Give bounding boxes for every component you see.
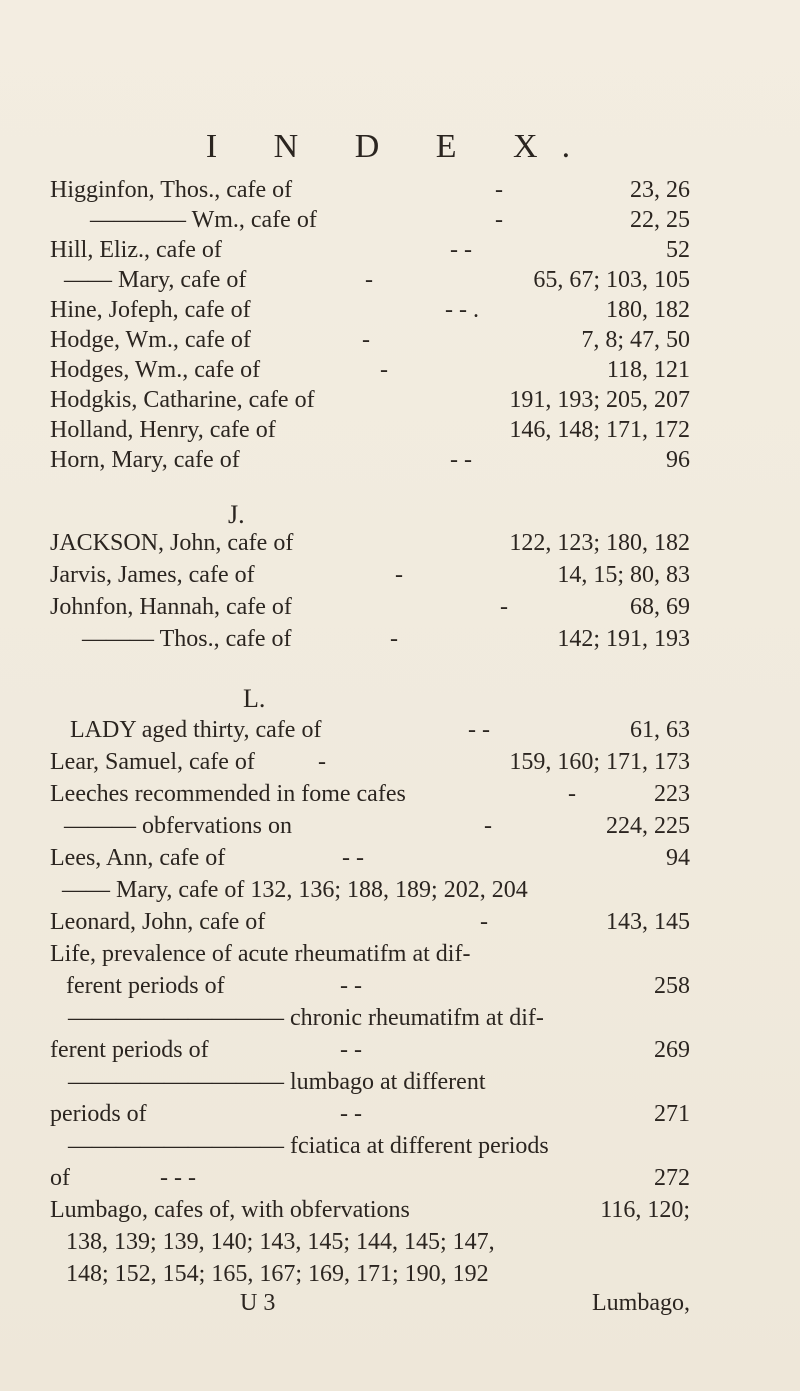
entry-leader: - - .	[445, 297, 479, 323]
index-entry	[50, 325, 690, 355]
entry-name: Hodgkis, Catharine, cafe of	[50, 387, 315, 413]
index-entry	[50, 1099, 690, 1129]
entry-pages: 269	[654, 1037, 690, 1063]
entry-pages: 224, 225	[606, 813, 690, 839]
index-entry	[50, 875, 690, 905]
index-entry	[50, 971, 690, 1001]
entry-name: ——— obfervations on	[64, 813, 292, 839]
index-entry	[50, 175, 690, 205]
entry-leader: -	[480, 909, 488, 935]
entry-name: Horn, Mary, cafe of	[50, 447, 240, 473]
entry-leader: - -	[468, 717, 490, 743]
entry-leader: -	[318, 749, 326, 775]
entry-pages: 143, 145	[606, 909, 690, 935]
entry-name: Lumbago, cafes of, with obfervations	[50, 1197, 410, 1223]
index-entry	[50, 1131, 690, 1161]
index-entry	[50, 445, 690, 475]
entry-pages: 68, 69	[630, 594, 690, 620]
entry-name: —— Mary, cafe of 132, 136; 188, 189; 202, 204	[62, 877, 528, 903]
entry-leader: - -	[340, 1037, 362, 1063]
index-entry	[50, 843, 690, 873]
entry-pages: 65, 67; 103, 105	[533, 267, 690, 293]
section-letter-j: J.	[228, 500, 245, 529]
index-entry	[50, 715, 690, 745]
entry-name: periods of	[50, 1101, 147, 1127]
entry-name: 148; 152, 154; 165, 167; 169, 171; 190, 192	[66, 1261, 489, 1287]
entry-name: LADY aged thirty, cafe of	[70, 717, 322, 743]
entry-leader: - -	[450, 237, 472, 263]
entry-name: JACKSON, John, cafe of	[50, 530, 294, 556]
entry-name: of	[50, 1165, 70, 1191]
entry-pages: 258	[654, 973, 690, 999]
entry-pages: 142; 191, 193	[557, 626, 690, 652]
index-entry	[50, 528, 690, 558]
entry-name: Lees, Ann, cafe of	[50, 845, 226, 871]
entry-pages: 191, 193; 205, 207	[509, 387, 690, 413]
entry-leader: - - -	[160, 1165, 196, 1191]
entry-pages: 118, 121	[606, 357, 690, 383]
entry-leader: -	[365, 267, 373, 293]
index-entry	[50, 235, 690, 265]
entry-leader: -	[495, 207, 503, 233]
index-entry	[50, 205, 690, 235]
index-entry	[50, 1163, 690, 1193]
index-entry	[50, 415, 690, 445]
entry-pages: 14, 15; 80, 83	[557, 562, 690, 588]
index-entry	[50, 265, 690, 295]
signature-mark: U 3	[240, 1290, 276, 1316]
index-entry	[50, 1067, 690, 1097]
entry-name: Holland, Henry, cafe of	[50, 417, 276, 443]
entry-name: ferent periods of	[50, 1037, 209, 1063]
index-entry	[50, 1227, 690, 1257]
entry-pages: 180, 182	[606, 297, 690, 323]
entry-name: Johnfon, Hannah, cafe of	[50, 594, 292, 620]
entry-name: 138, 139; 139, 140; 143, 145; 144, 145; 147,	[66, 1229, 495, 1255]
entry-leader: - -	[342, 845, 364, 871]
entry-pages: 272	[654, 1165, 690, 1191]
entry-name: Hine, Jofeph, cafe of	[50, 297, 251, 323]
entry-pages: 122, 123; 180, 182	[509, 530, 690, 556]
entry-leader: -	[495, 177, 503, 203]
entry-pages: 271	[654, 1101, 690, 1127]
index-entry	[50, 355, 690, 385]
index-entry	[50, 907, 690, 937]
entry-pages: 7, 8; 47, 50	[581, 327, 690, 353]
entry-name: ————————— fciatica at different periods	[68, 1133, 549, 1159]
entry-leader: -	[395, 562, 403, 588]
entry-leader: - -	[340, 1101, 362, 1127]
index-entry	[50, 939, 690, 969]
entry-name: Higginfon, Thos., cafe of	[50, 177, 293, 203]
entry-leader: -	[568, 781, 576, 807]
index-entry	[50, 811, 690, 841]
entry-name: Hodges, Wm., cafe of	[50, 357, 261, 383]
index-entry	[50, 1003, 690, 1033]
page-heading: I N D E X.	[205, 128, 595, 165]
entry-leader: -	[380, 357, 388, 383]
entry-pages: 96	[666, 447, 690, 473]
entry-leader: -	[362, 327, 370, 353]
entry-pages: 159, 160; 171, 173	[509, 749, 690, 775]
index-entry	[50, 1195, 690, 1225]
entry-name: ———— Wm., cafe of	[90, 207, 317, 233]
entry-pages: 23, 26	[630, 177, 690, 203]
entry-leader: - -	[340, 973, 362, 999]
entry-name: ferent periods of	[66, 973, 225, 999]
index-entry	[50, 385, 690, 415]
entry-name: Leonard, John, cafe of	[50, 909, 266, 935]
entry-pages: 52	[666, 237, 690, 263]
entry-leader: -	[390, 626, 398, 652]
entry-pages: 223	[654, 781, 690, 807]
entry-name: Hill, Eliz., cafe of	[50, 237, 222, 263]
index-entry	[50, 1259, 690, 1289]
entry-leader: - -	[450, 447, 472, 473]
entry-name: ————————— lumbago at different	[68, 1069, 486, 1095]
entry-leader: -	[500, 594, 508, 620]
entry-name: Hodge, Wm., cafe of	[50, 327, 251, 353]
entry-pages: 146, 148; 171, 172	[509, 417, 690, 443]
entry-name: Leeches recommended in fome cafes	[50, 781, 406, 807]
entry-name: ——— Thos., cafe of	[82, 626, 292, 652]
entry-name: —— Mary, cafe of	[64, 267, 247, 293]
index-entry	[50, 624, 690, 654]
index-entry	[50, 560, 690, 590]
entry-pages: 22, 25	[630, 207, 690, 233]
entry-name: Life, prevalence of acute rheumatifm at dif-	[50, 941, 471, 967]
index-entry	[50, 295, 690, 325]
index-entry	[50, 1035, 690, 1065]
entry-name: Jarvis, James, cafe of	[50, 562, 255, 588]
entry-pages: 94	[666, 845, 690, 871]
index-entry	[50, 747, 690, 777]
index-entry	[50, 779, 690, 809]
entry-name: ————————— chronic rheumatifm at dif-	[68, 1005, 544, 1031]
entry-pages: 116, 120;	[600, 1197, 690, 1223]
entry-name: Lear, Samuel, cafe of	[50, 749, 255, 775]
index-entry	[50, 592, 690, 622]
entry-pages: 61, 63	[630, 717, 690, 743]
catchword: Lumbago,	[592, 1290, 690, 1316]
entry-leader: -	[484, 813, 492, 839]
section-letter-l: L.	[243, 684, 266, 713]
